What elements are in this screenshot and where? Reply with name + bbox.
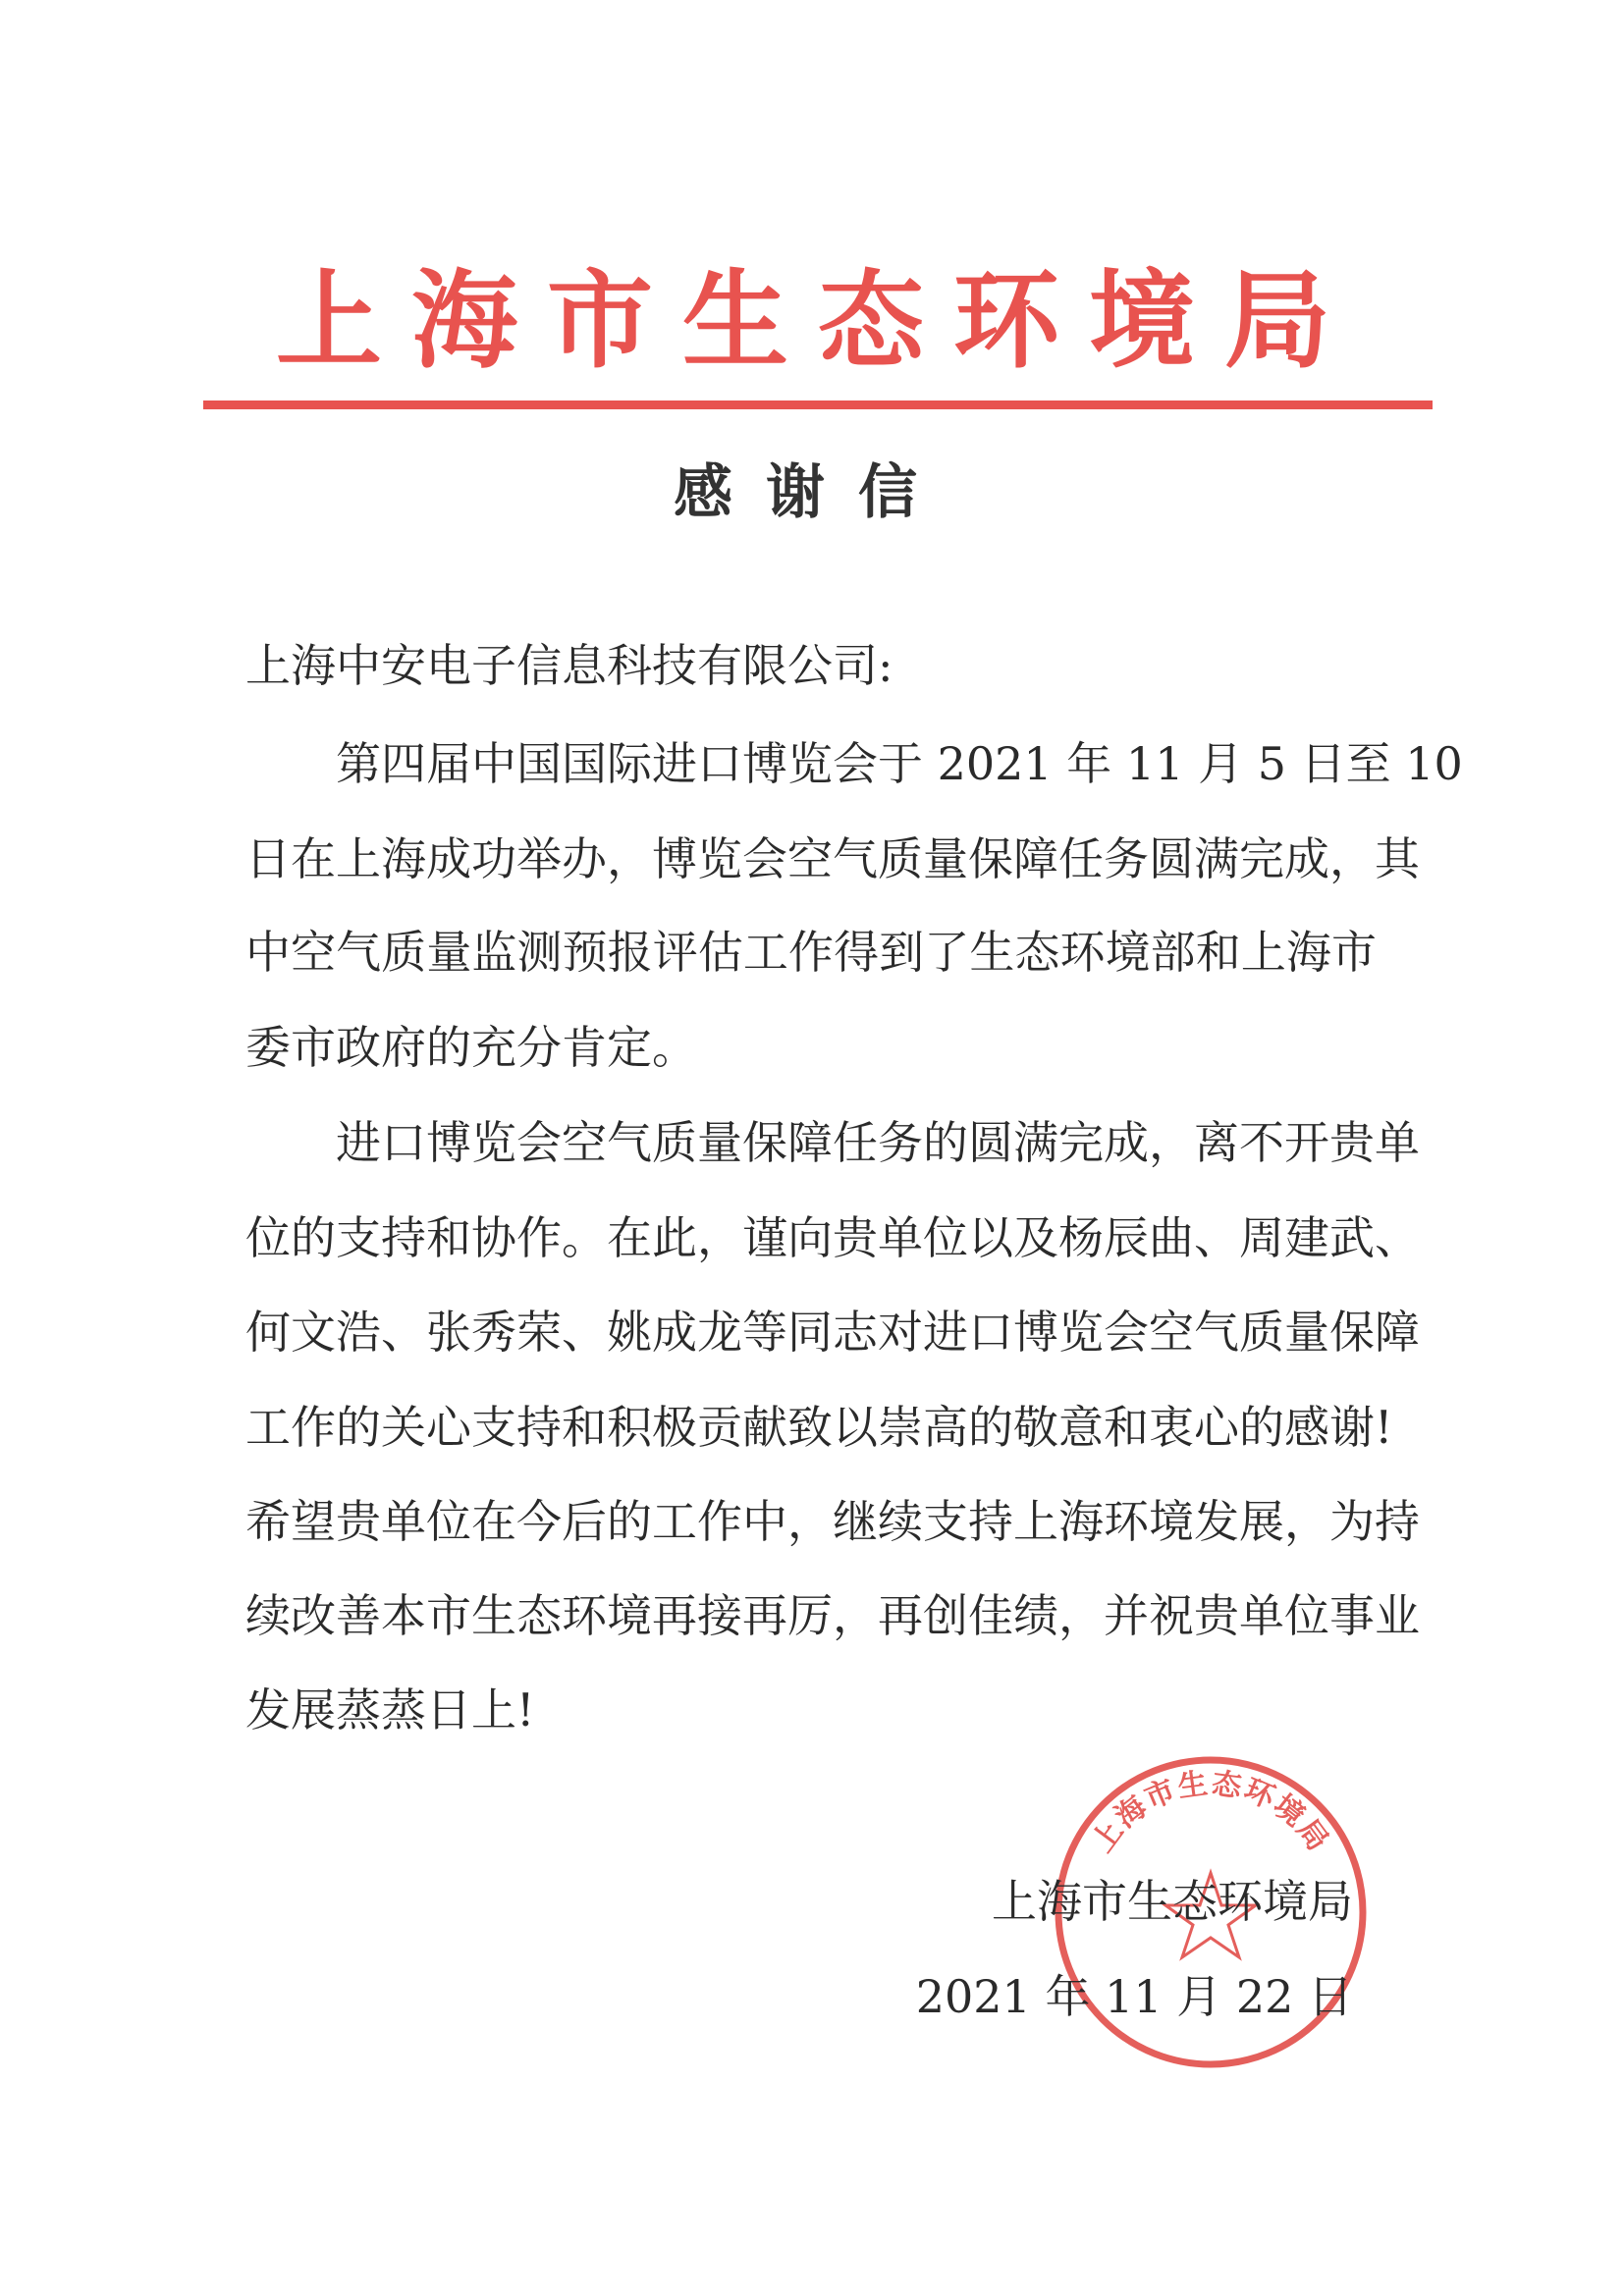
body-line: 何文浩、张秀荣、姚成龙等同志对进口博览会空气质量保障: [245, 1306, 1420, 1359]
salutation: 上海中安电子信息科技有限公司:: [245, 639, 893, 692]
seal-text: 上海市生态环境局: [1085, 1766, 1336, 1859]
body-line: 续改善本市生态环境再接再厉，再创佳绩，并祝贵单位事业: [245, 1589, 1420, 1642]
signature-date: 2021 年 11 月 22 日: [915, 1970, 1353, 2023]
letterhead-title: 上海市生态环境局: [275, 259, 1360, 383]
body-line: 希望贵单位在今后的工作中，继续支持上海环境发展，为持: [245, 1495, 1420, 1548]
body-line: 位的支持和协作。在此，谨向贵单位以及杨辰曲、周建武、: [245, 1211, 1420, 1264]
document-title: 感谢信: [674, 458, 950, 527]
letterhead-divider: [203, 400, 1433, 409]
body-line: 中空气质量监测预报评估工作得到了生态环境部和上海市: [245, 926, 1377, 979]
body-line: 委市政府的充分肯定。: [245, 1021, 697, 1074]
signature-organization: 上海市生态环境局: [992, 1875, 1353, 1928]
body-line: 发展蒸蒸日上!: [245, 1683, 535, 1736]
body-line: 日在上海成功举办，博览会空气质量保障任务圆满完成，其: [245, 832, 1420, 885]
body-line: 进口博览会空气质量保障任务的圆满完成，离不开贵单: [336, 1116, 1420, 1169]
body-line: 工作的关心支持和积极贡献致以崇高的敬意和衷心的感谢!: [245, 1401, 1393, 1454]
body-line: 第四届中国国际进口博览会于 2021 年 11 月 5 日至 10: [336, 737, 1463, 790]
svg-text:上海市生态环境局: [1085, 1767, 1335, 1859]
